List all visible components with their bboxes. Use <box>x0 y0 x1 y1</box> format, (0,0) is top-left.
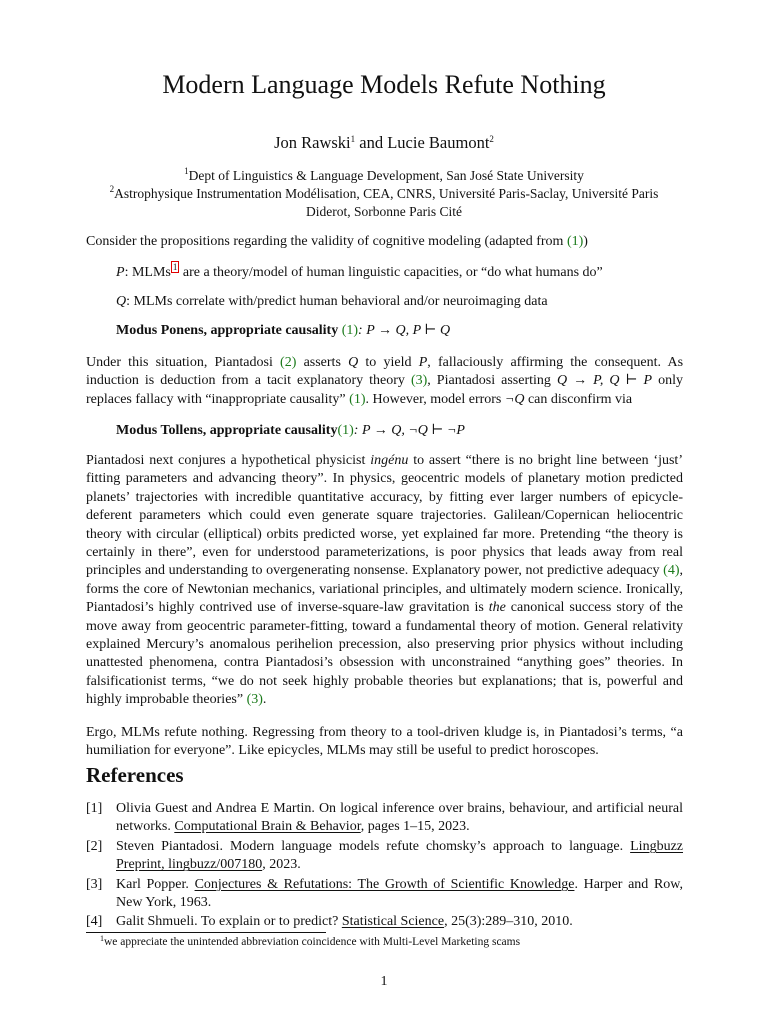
citation-link[interactable]: (3) <box>410 373 428 389</box>
text-run: only replaces fallacy with “inappropriate causality” <box>86 373 684 407</box>
reference-item <box>86 876 683 913</box>
reference-number: [2] <box>86 839 103 854</box>
proposition-p <box>116 264 683 282</box>
text-run: can disconfirm via <box>524 391 633 407</box>
reference-number: [3] <box>86 877 103 892</box>
affiliation-1 <box>0 167 768 186</box>
formula: ¬Q <box>504 391 525 407</box>
rule-label: Modus Tollens, appropriate causality <box>116 423 338 438</box>
authors-conjunction: and <box>355 133 388 152</box>
reference-text: Olivia Guest and Andrea E Martin. On logical inference over brains, behaviour, and artificial neural networks. <box>116 801 683 835</box>
affiliation-mark: 2 <box>109 184 115 194</box>
reference-text: Steven Piantadosi. Modern language models refute chomsky’s approach to language. <box>116 839 631 854</box>
citation-link[interactable]: (1) <box>566 234 584 249</box>
formula: : P → Q, P ⊢ Q <box>358 323 451 338</box>
reference-text: , pages 1–15, 2023. <box>360 819 470 835</box>
citation-link[interactable]: (4) <box>663 563 680 579</box>
math-variable: Q <box>116 294 127 309</box>
citation-link[interactable]: (1) <box>341 323 359 338</box>
reference-text: Karl Popper. <box>116 877 195 892</box>
reference-number: [1] <box>86 801 103 816</box>
reference-link[interactable]: Conjectures & Refutations: The Growth of Scientific Knowledge <box>194 877 575 892</box>
emphasis: ingénu <box>370 453 409 468</box>
citation-link[interactable]: (1) <box>337 423 354 438</box>
proposition-text: are a theory/model of human linguistic capacities, or “do what humans do” <box>179 265 603 280</box>
author-name: Lucie Baumont <box>387 133 490 152</box>
text-run: asserts <box>296 355 349 370</box>
citation-link[interactable]: (1) <box>349 391 366 407</box>
proposition-q <box>116 293 683 311</box>
intro-end: ) <box>583 234 588 249</box>
citation-link[interactable]: (3) <box>246 692 263 708</box>
text-run: canonical success story of the move away from geocentric parameter-fitting, toward a fundamental theory of motion. General relativity explained Mercury’s anomalous perihelion precession, also preserving prior physics without including unattested phenomena, contra Piantadosi’s obsession with unconstrained “anything goes” theories. In falsificationist terms, “we do not seek highly probable theories but explanations; that is, powerful and highly improbable theories” <box>86 600 683 708</box>
footnote-link[interactable]: 1 <box>172 262 178 272</box>
math-variable: P <box>116 265 125 280</box>
reference-item <box>86 838 683 875</box>
text-run: . However, model errors <box>365 391 505 407</box>
reference-link[interactable]: Statistical Science <box>341 914 445 929</box>
footnote <box>100 935 520 950</box>
reference-text: , 2023. <box>262 857 301 873</box>
reference-text: Galit Shmueli. To explain or to predict? <box>116 914 342 929</box>
affiliation-text: Diderot, Sorbonne Paris Cité <box>306 204 462 219</box>
references-heading: References <box>86 763 184 787</box>
reference-text: , 25(3):289–310, 2010. <box>444 914 573 929</box>
reference-item <box>86 800 683 837</box>
paper-title: Modern Language Models Refute Nothing <box>162 70 606 99</box>
affiliation-2-cont <box>0 203 768 221</box>
text-run: to yield <box>358 355 419 370</box>
affiliation-2 <box>0 185 768 204</box>
footnote-text: we appreciate the unintended abbreviation coincidence with Multi-Level Marketing scams <box>104 936 521 948</box>
reference-link[interactable]: Computational Brain & Behavior <box>174 819 361 835</box>
authors-line <box>0 132 768 156</box>
affiliation-mark: 1 <box>184 166 189 176</box>
reference-link[interactable]: Lingbuzz Preprint, lingbuzz/007180 <box>116 839 683 873</box>
emphasis: the <box>488 600 506 616</box>
formula: : P → Q, ¬Q ⊢ ¬P <box>353 423 465 438</box>
modus-tollens <box>116 422 683 440</box>
citation-link[interactable]: (2) <box>280 355 297 370</box>
text-run: , forms the core of Newtonian mechanics, variational principles, and ultimately modern science. Ironically, Piantadosi’s highly contrived use of inverse-square-law gravitation is <box>86 563 683 616</box>
text-run: . <box>262 692 267 708</box>
text-run: , Piantadosi asserting <box>427 373 557 389</box>
math-variable: P <box>418 355 428 370</box>
math-variable: Q <box>348 355 359 370</box>
proposition-text: : MLMs correlate with/predict human behavioral and/or neuroimaging data <box>126 294 548 309</box>
text-run: Under this situation, Piantadosi <box>86 355 281 370</box>
affiliation-text: Dept of Linguistics & Language Development, San José State University <box>188 168 584 183</box>
intro-text: Consider the propositions regarding the validity of cognitive modeling (adapted from <box>86 234 567 249</box>
reference-number: [4] <box>86 914 103 929</box>
text-run: Piantadosi next conjures a hypothetical physicist <box>86 453 371 468</box>
author-affiliation-mark: 2 <box>489 134 494 144</box>
proposition-text: : MLMs <box>124 265 171 280</box>
affiliation-text: Astrophysique Instrumentation Modélisation, CEA, CNRS, Université Paris-Saclay, Université Paris <box>114 186 659 201</box>
footnote-mark: 1 <box>100 934 104 943</box>
formula: Q → P, Q ⊢ P <box>556 373 653 389</box>
paragraph-1 <box>86 354 683 409</box>
reference-text: . Harper and Row, New York, 1963. <box>116 877 683 911</box>
text-run: , fallaciously affirming the consequent. As induction is deduction from a tacit explanatory theory <box>86 355 684 389</box>
author-name: Jon Rawski <box>274 133 351 152</box>
rule-label: Modus Ponens, appropriate causality <box>116 323 339 338</box>
footnote-rule <box>86 932 326 933</box>
paragraph-2 <box>86 452 683 710</box>
intro-paragraph <box>86 233 683 251</box>
page-number: 1 <box>380 974 388 989</box>
reference-item <box>86 913 683 931</box>
text-run: to assert “there is no bright line between ‘just’ fitting parameters and advancing theory”. In physics, geocentric models of planetary motion predicted planets’ trajectories with incredible quantitative accuracy, by fitting ever larger numbers of epicycle-deferent parameters which could even generate square trajectories. Galilean/Copernican heliocentric theory with circular (elliptical) orbits predicted worse, yet explained far more. Pretending “the theory is certainly in there”, even for understood parameterizations, is poor physics that leads away from real principles and understanding to overgenerating nonsense. Explanatory power, not predictive adequacy <box>86 453 683 579</box>
modus-ponens <box>116 322 683 340</box>
author-affiliation-mark: 1 <box>350 134 356 144</box>
paragraph-3: Ergo, MLMs refute nothing. Regressing from theory to a tool-driven kludge is, in Piantadosi’s terms, “a humiliation for everyone”. Like epicycles, MLMs may still be useful to predict horoscopes. <box>86 725 683 759</box>
